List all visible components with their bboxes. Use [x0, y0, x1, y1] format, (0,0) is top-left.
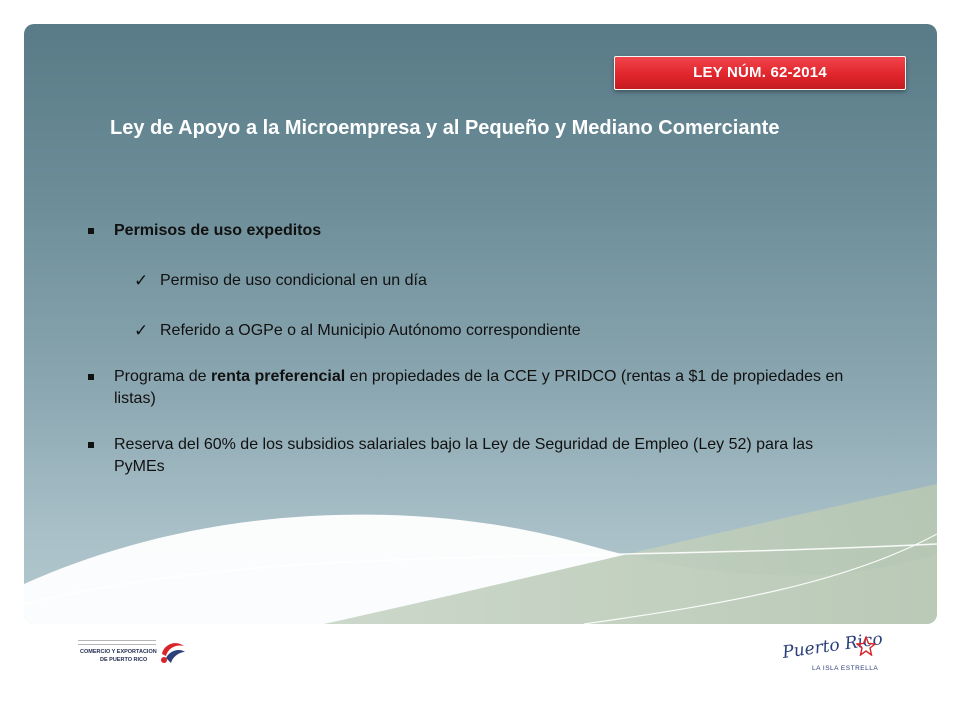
slide-panel [24, 24, 937, 624]
puerto-rico-logo [780, 629, 884, 682]
subitem-text: Permiso de uso condicional en un día [160, 272, 427, 289]
square-bullet-icon [88, 442, 94, 448]
logo-tagline: LA ISLA ESTRELLA [812, 665, 879, 672]
subitem-text: Referido a OGPe o al Municipio Autónomo correspondiente [160, 322, 581, 339]
star-icon [856, 636, 876, 656]
bullet-text-bold: renta preferencial [210, 368, 346, 385]
logo-text: DE PUERTO RICO [100, 657, 148, 663]
logo-script: Puerto Rico [781, 629, 884, 663]
bullet-text: Reserva del 60% de los subsidios salariales bajo la Ley de Seguridad de Empleo (Ley 52) para las PyMEs [114, 436, 814, 475]
law-number-badge: LEY NÚM. 62-2014 [614, 56, 906, 90]
checkmark-icon: ✓ [134, 271, 149, 290]
bullet-text-post: en propiedades de la CCE y PRIDCO (rentas a $1 de propiedades en listas) [114, 368, 844, 407]
list-item [84, 220, 864, 242]
swoosh-emblem-icon [158, 638, 188, 668]
list-subitem [84, 320, 864, 342]
bullet-text-pre: Programa de [114, 368, 211, 385]
square-bullet-icon [88, 228, 94, 234]
bullet-text: Permisos de uso expeditos [114, 222, 322, 239]
list-item [84, 434, 864, 478]
bullet-list [84, 220, 864, 478]
list-item [84, 366, 864, 410]
cce-logo [78, 636, 188, 676]
slide-title: Ley de Apoyo a la Microempresa y al Pequeño y Mediano Comerciante [110, 117, 780, 139]
logo-rule [78, 644, 156, 645]
square-bullet-icon [88, 374, 94, 380]
checkmark-icon: ✓ [134, 321, 149, 340]
logo-text: COMERCIO Y EXPORTACION [80, 649, 157, 655]
list-subitem [84, 270, 864, 292]
logo-rule [78, 640, 156, 641]
